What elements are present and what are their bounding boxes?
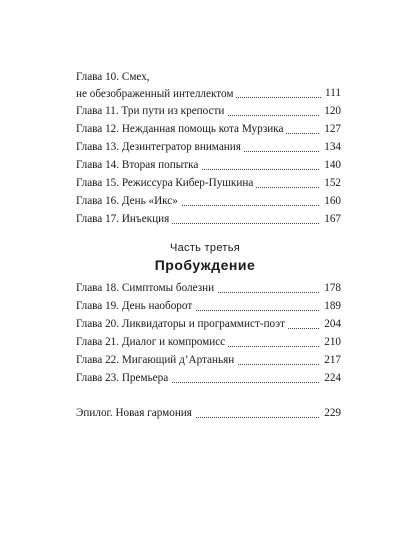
toc-entry-title: Глава 14. Вторая попытка	[76, 159, 201, 171]
toc-entry	[76, 315, 341, 333]
toc-entry-title: Глава 13. Дезинтегратор внимания	[76, 141, 244, 153]
toc-entry	[76, 138, 341, 156]
toc-group-1	[76, 68, 341, 228]
toc-entry-title-line1: Глава 10. Смех,	[76, 71, 153, 83]
toc-entry-title-line2: не обезображенный интеллектом	[76, 88, 236, 100]
toc-entry-page: 140	[320, 156, 341, 174]
toc-entry-page: 120	[320, 102, 341, 120]
toc-entry-title: Глава 23. Премьера	[76, 372, 171, 384]
toc-entry-page: 189	[320, 297, 341, 315]
toc-entry	[76, 279, 341, 297]
toc-entry-page: 152	[320, 174, 341, 192]
toc-entry-title: Глава 22. Мигающий д’Артаньян	[76, 354, 237, 366]
toc-entry-page: 111	[321, 84, 341, 102]
toc-entry-title: Глава 21. Диалог и компромисс	[76, 336, 228, 348]
toc-entry-page: 167	[320, 210, 341, 228]
toc-entry-title: Глава 12. Нежданная помощь кота Мурзика	[76, 123, 286, 135]
toc-entry	[76, 120, 341, 138]
toc-entry-page: 178	[320, 279, 341, 297]
toc-entry	[76, 192, 341, 210]
toc-entry-page: 127	[320, 120, 341, 138]
toc-epilogue	[76, 404, 341, 422]
part-title: Пробуждение	[154, 257, 256, 273]
toc-entry	[76, 210, 341, 228]
toc-entry-page: 134	[320, 138, 341, 156]
toc-entry-page: 160	[320, 192, 341, 210]
toc-entry-title: Эпилог. Новая гармония	[76, 407, 195, 419]
toc-group-2	[76, 279, 341, 387]
toc-entry-page: 204	[320, 315, 341, 333]
toc-entry	[76, 369, 341, 387]
toc-entry	[76, 297, 341, 315]
toc-entry-page: 217	[320, 351, 341, 369]
toc-entry-page: 229	[320, 404, 341, 422]
toc-entry-title: Глава 19. День наоборот	[76, 300, 195, 312]
toc-entry-title: Глава 11. Три пути из крепости	[76, 105, 227, 117]
toc-entry	[76, 174, 341, 192]
toc-entry	[76, 102, 341, 120]
toc-entry-title: Глава 18. Симптомы болезни	[76, 282, 217, 294]
toc-entry	[76, 333, 341, 351]
toc-entry-title: Глава 16. День «Икс»	[76, 195, 181, 207]
toc-entry-title: Глава 17. Инъекция	[76, 213, 172, 225]
toc-entry-title: Глава 20. Ликвидаторы и программист-поэт	[76, 318, 288, 330]
toc-entry-page: 210	[320, 333, 341, 351]
toc-entry-page: 224	[320, 369, 341, 387]
part-label: Часть третья	[169, 242, 240, 254]
toc-entry	[76, 68, 341, 102]
toc-entry	[76, 156, 341, 174]
toc-entry	[76, 351, 341, 369]
toc-entry	[76, 404, 341, 422]
toc-entry-title: Глава 15. Режиссура Кибер-Пушкина	[76, 177, 256, 189]
